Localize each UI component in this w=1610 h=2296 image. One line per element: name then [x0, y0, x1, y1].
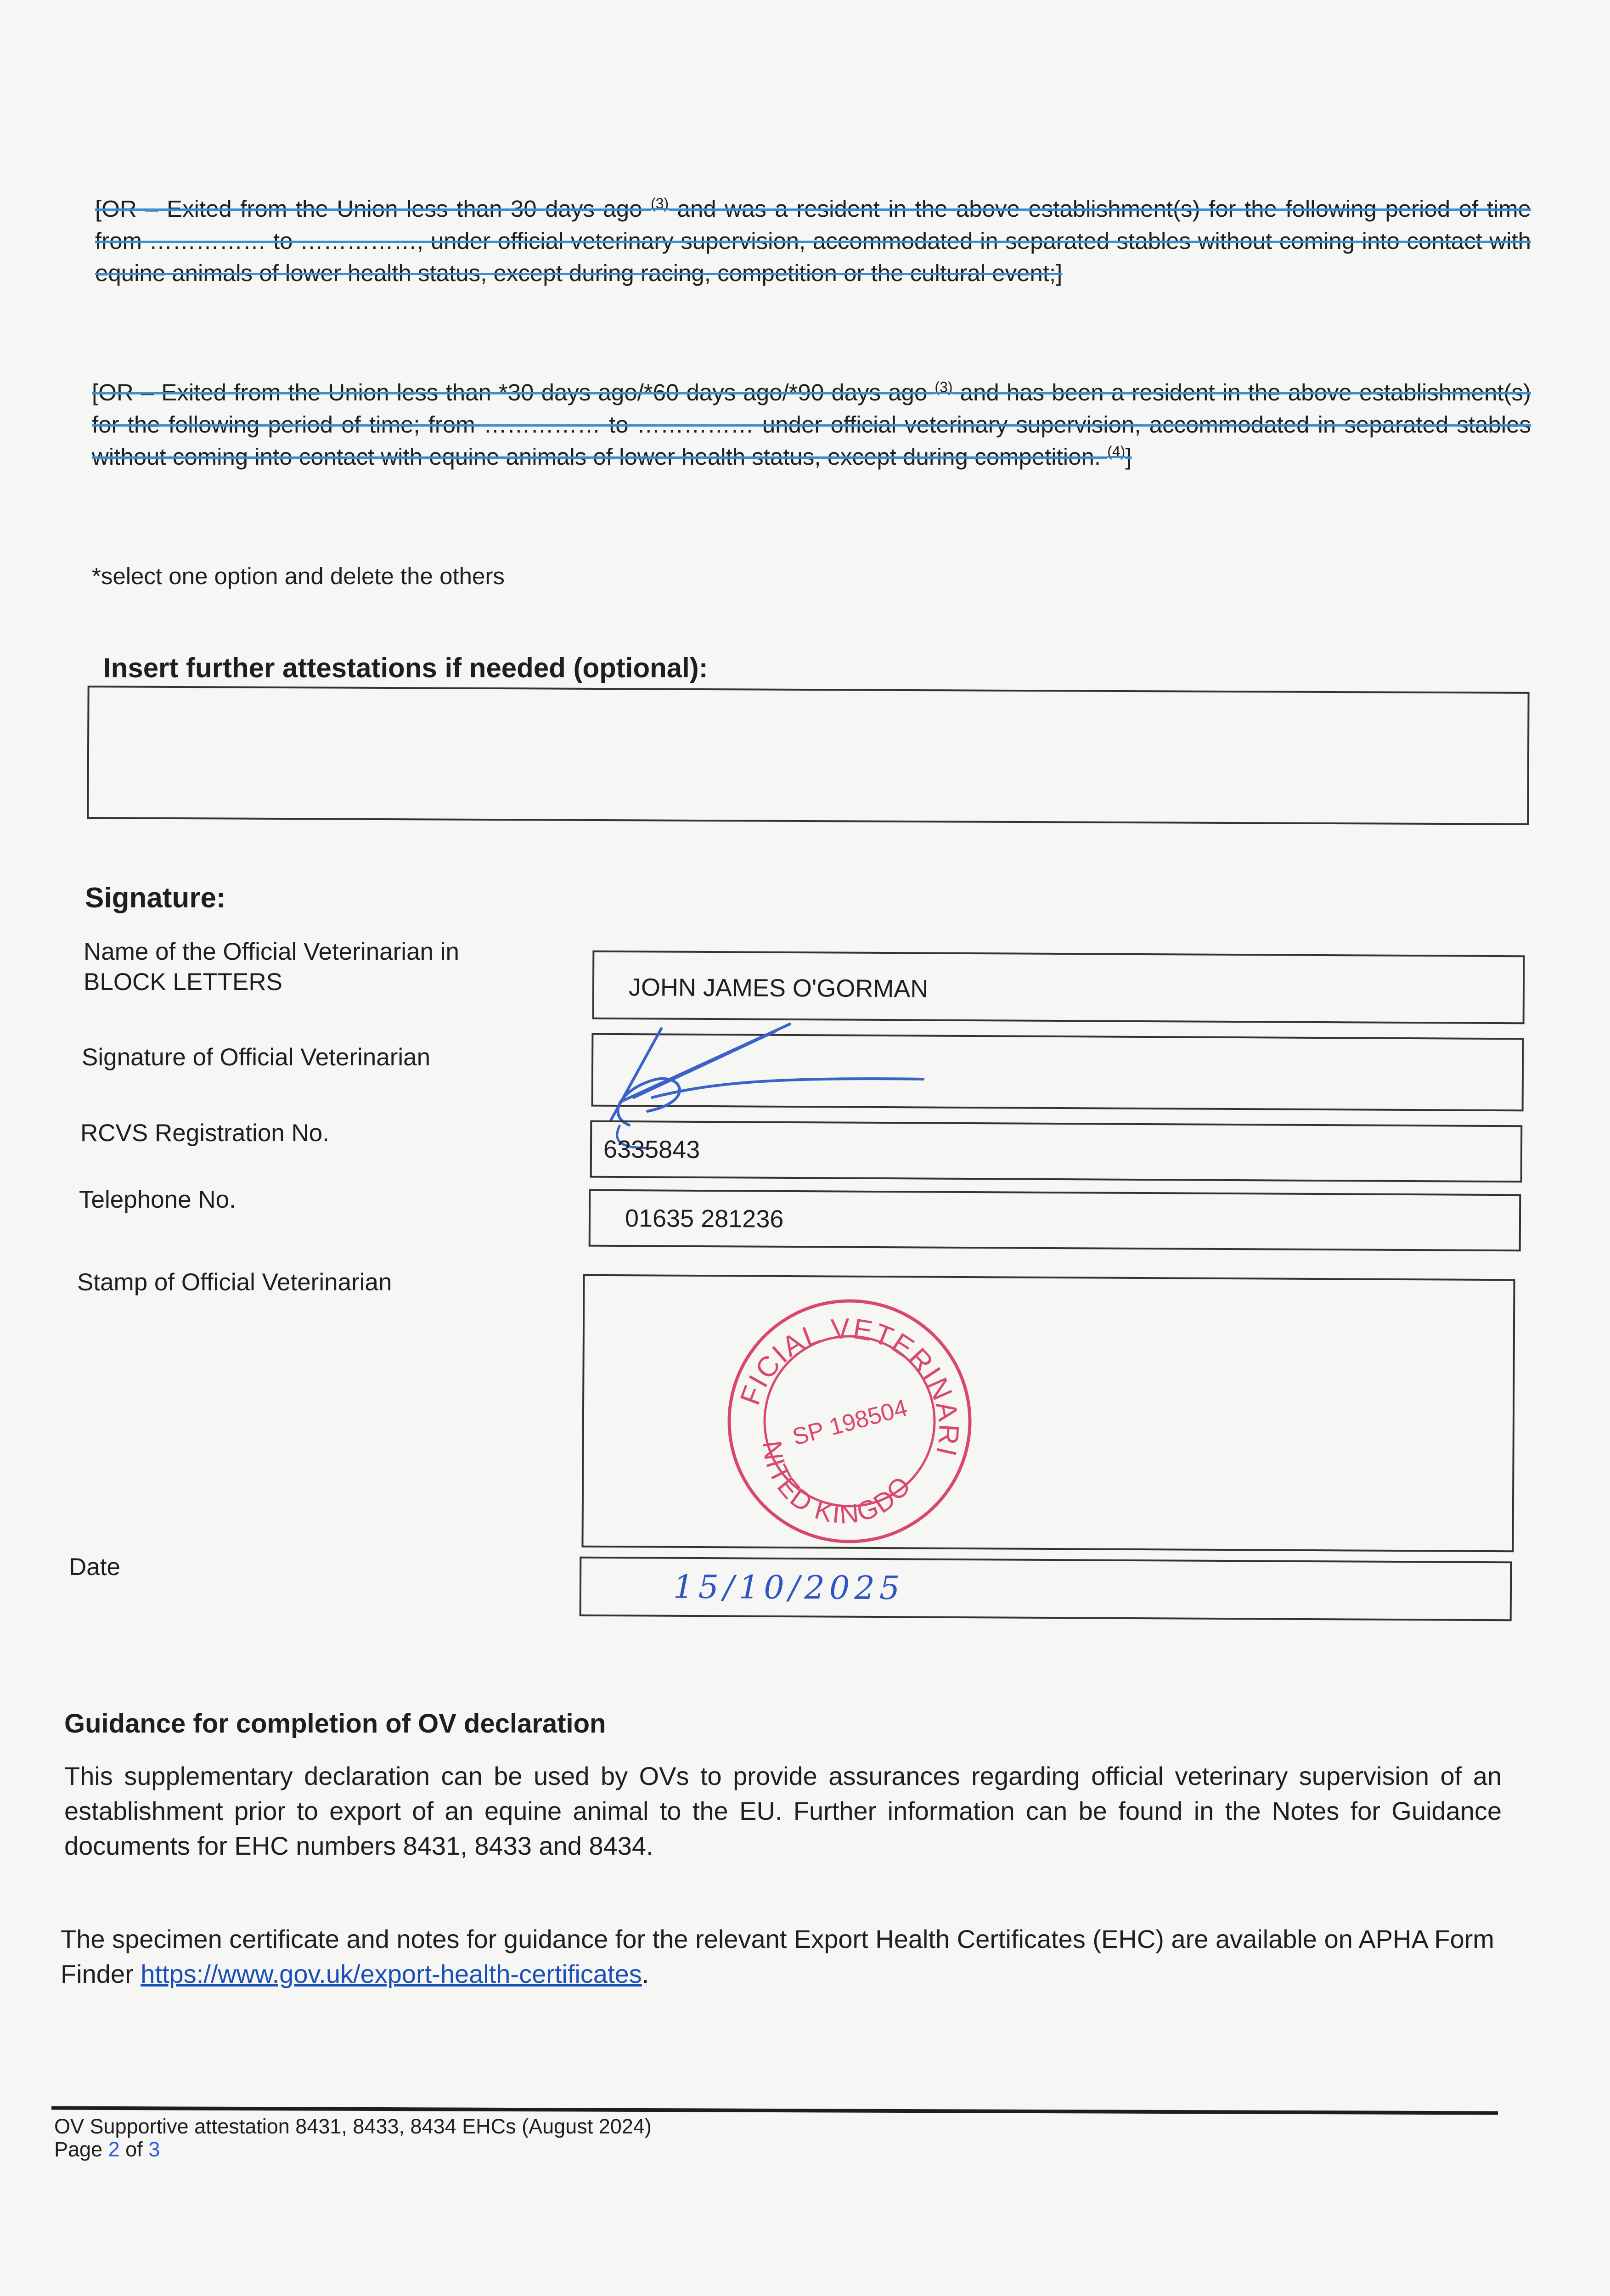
attestation-option-a: [OR – Exited from the Union less than 30 days ago $^{(3)}$ and was a resident in the above establishment(s) for the following period of time from …………… to ……………, under official veterinary supervision, accommodated in separated stables without coming into contact with equine animals of lower health status, except during racing, competition or the cultural event;] — [95, 195, 1531, 286]
further-attestations-field[interactable] — [87, 686, 1529, 825]
date-label: Date — [69, 1553, 120, 1581]
date-value: 15/10/2025 — [673, 1568, 905, 1607]
date-field[interactable] — [580, 1557, 1512, 1621]
footer-title: OV Supportive attestation 8431, 8433, 8434 EHCs (August 2024) — [54, 2115, 652, 2138]
footer-page-number: Page 2 of 3 — [54, 2138, 160, 2161]
export-health-certificates-link[interactable]: https://www.gov.uk/export-health-certificates — [141, 1959, 642, 1988]
stamp-top-text: OFFICIAL VETERINARIAN — [734, 1312, 965, 1460]
rcvs-field[interactable] — [590, 1120, 1523, 1183]
guidance-paragraph-1: This supplementary declaration can be used by OVs to provide assurances regarding official veterinary supervision of an establishment prior to export of an equine animal to the EU. Further information can be found in the Notes for Guidance documents for EHC numbers 8431, 8433 and 8434. — [64, 1761, 1502, 1860]
official-veterinarian-stamp — [721, 1293, 978, 1550]
footer-divider — [51, 2106, 1498, 2115]
select-note: *select one option and delete the others — [92, 563, 505, 589]
rcvs-label: RCVS Registration No. — [80, 1120, 329, 1147]
telephone-label: Telephone No. — [79, 1186, 236, 1213]
rcvs-value: 6335843 — [603, 1135, 700, 1164]
further-attestations-heading: Insert further attestations if needed (optional): — [103, 653, 708, 683]
telephone-value: 01635 281236 — [625, 1204, 784, 1233]
attestation-option-b: [OR – Exited from the Union less than *30 days ago/*60 days ago/*90 days ago $^{(3)}$ and has been a resident in the above establishment(s) for the following period of time; from …………… to …………… under official veterinary supervision, accommodated in separated stables without coming into contact with equine animals of lower health status, except during competition. $^{(4)}$] — [92, 379, 1531, 470]
stamp-bottom-text: UNITED KINGDOM — [757, 1439, 918, 1530]
telephone-field[interactable] — [589, 1189, 1521, 1252]
name-value: JOHN JAMES O'GORMAN — [628, 974, 929, 1003]
name-label: Name of the Official Veterinarian in BLOCK LETTERS — [84, 938, 460, 996]
stamp-label: Stamp of Official Veterinarian — [77, 1269, 392, 1296]
stamp-number: SP 198504 — [789, 1394, 911, 1451]
signature-heading: Signature: — [85, 882, 226, 914]
guidance-heading: Guidance for completion of OV declaration — [64, 1709, 606, 1739]
signature-label: Signature of Official Veterinarian — [82, 1044, 431, 1071]
guidance-paragraph-2: The specimen certificate and notes for guidance for the relevant Export Health Certificates (EHC) are available on APHA Form Finder https://www.gov.uk/export-health-certificates. — [61, 1925, 1494, 1988]
